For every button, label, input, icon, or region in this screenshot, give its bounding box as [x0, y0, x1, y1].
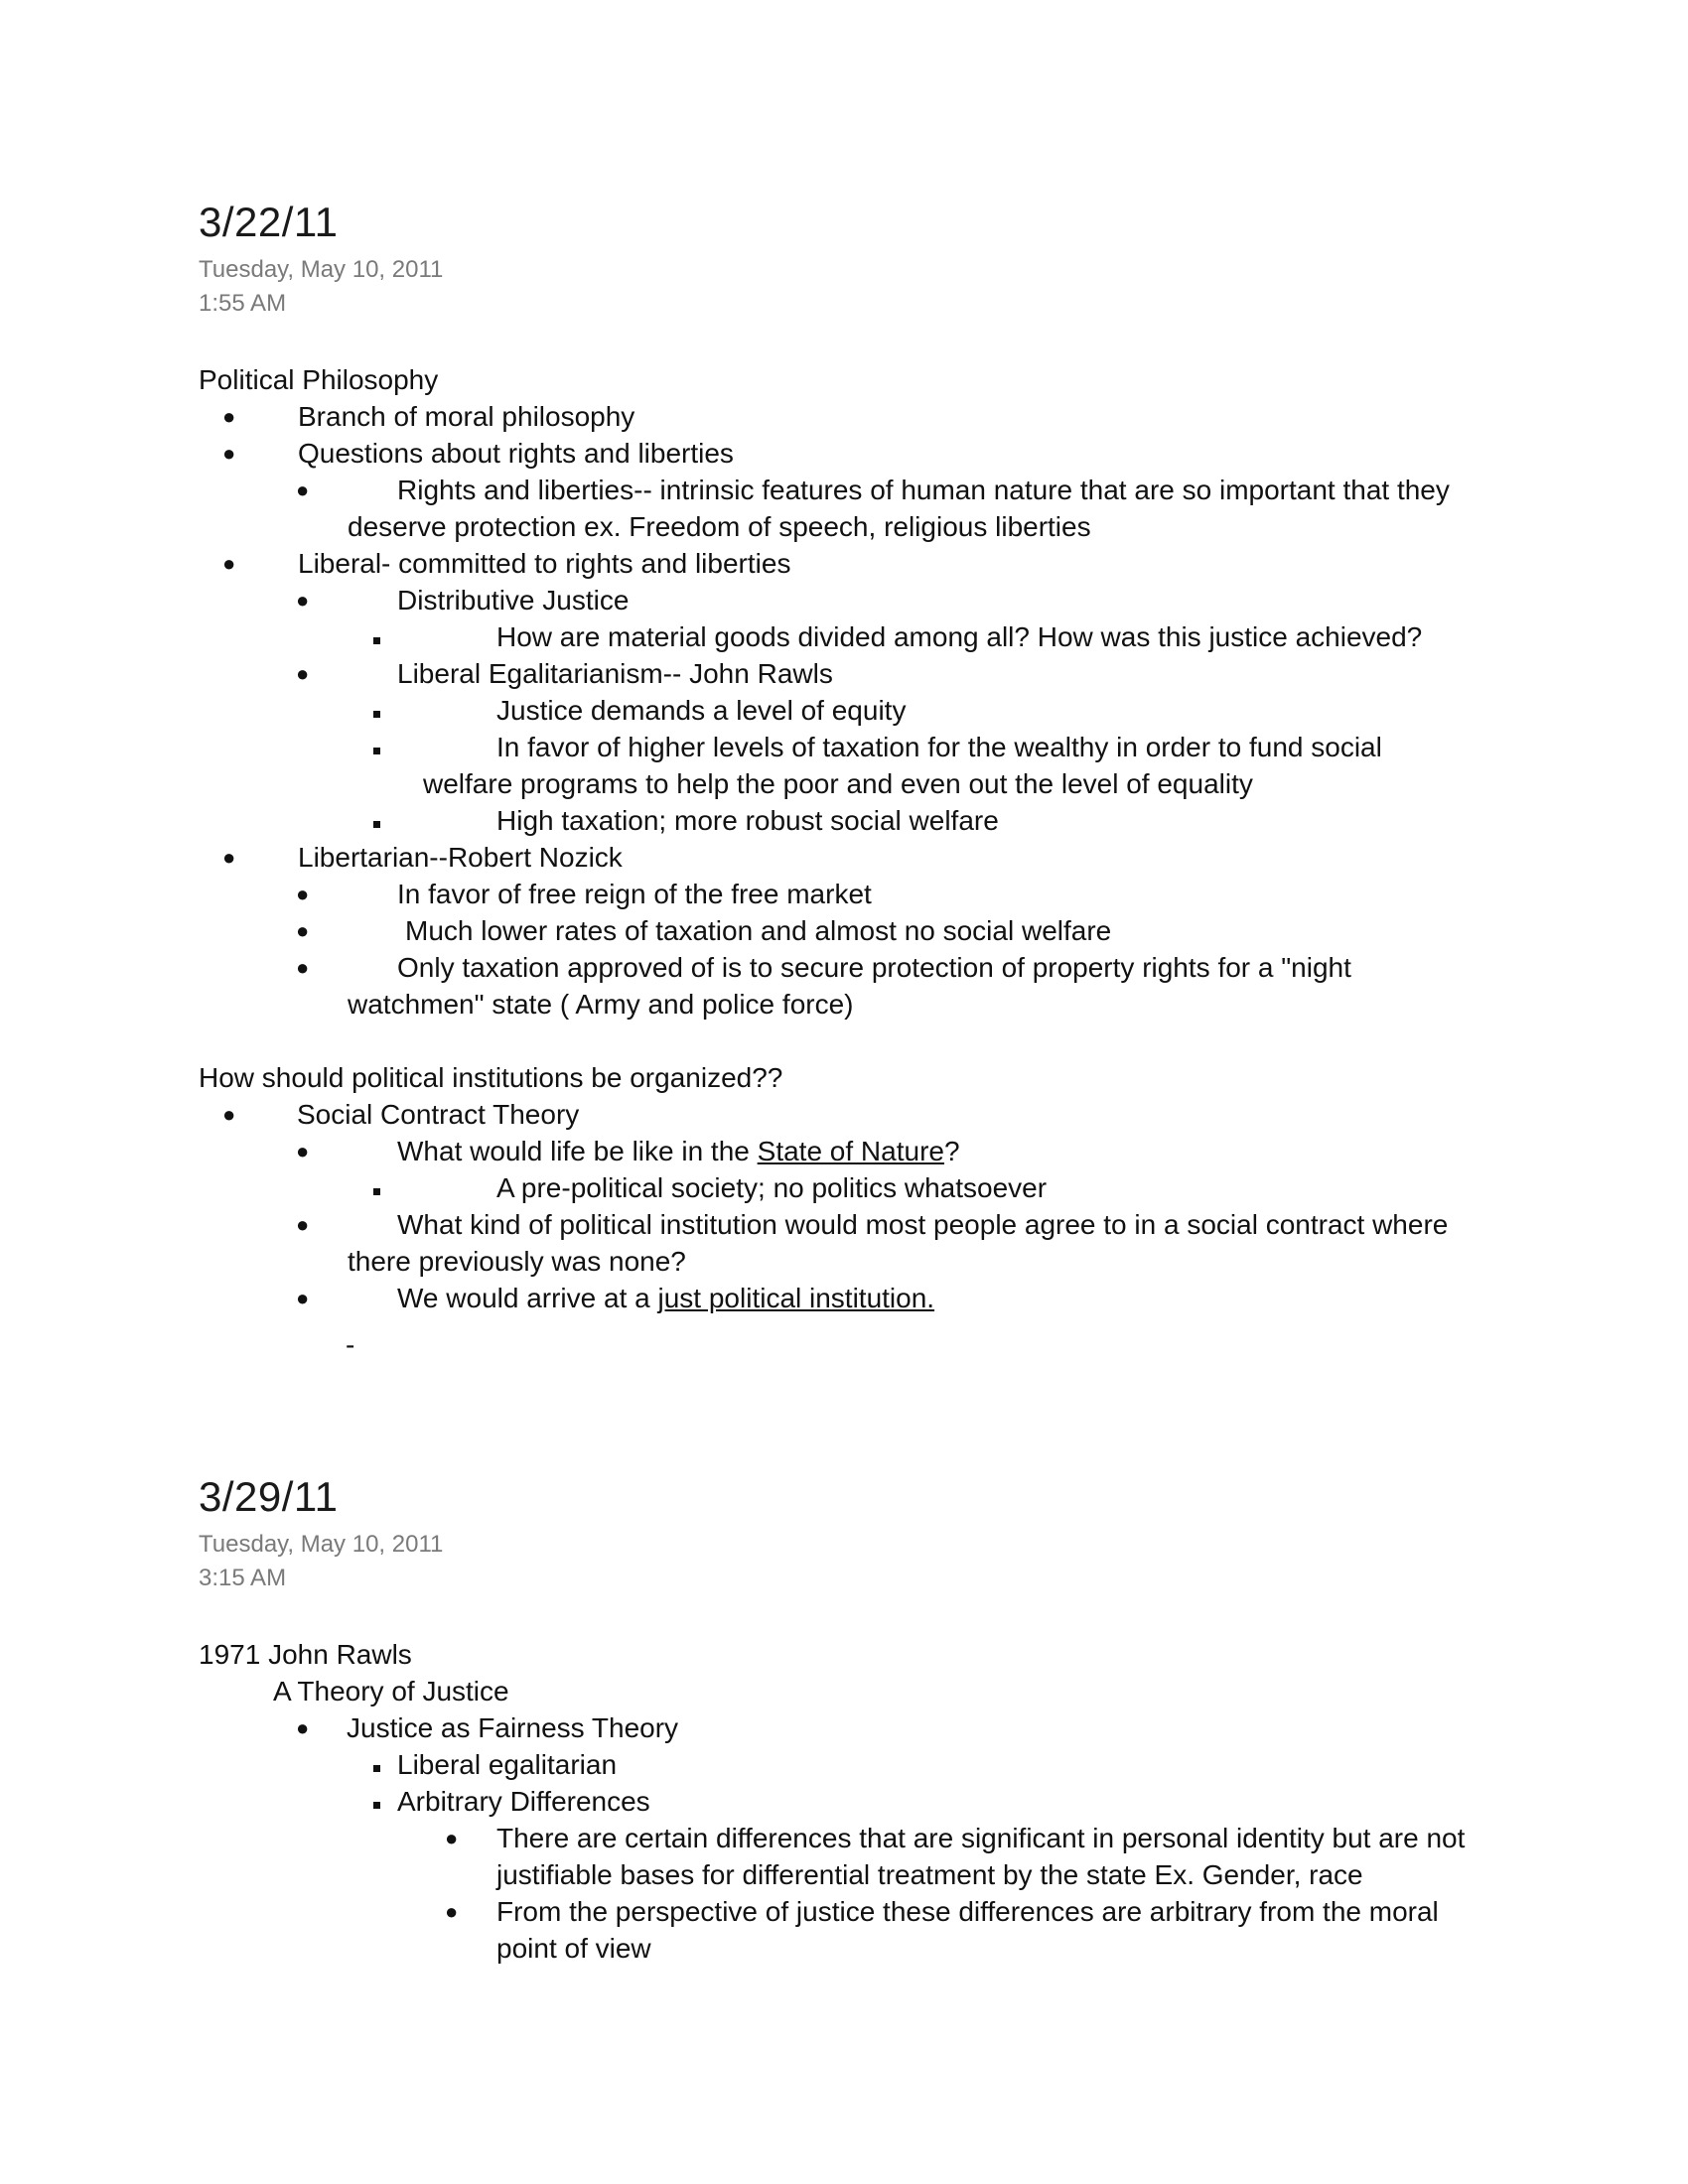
list-item: Libertarian--Robert Nozick [298, 842, 623, 873]
list-item: In favor of free reign of the free market [397, 879, 872, 909]
note-title: 3/29/11 [199, 1473, 339, 1520]
note-date: Tuesday, May 10, 2011 [199, 1531, 444, 1558]
list-item: What would life be like in the State of Nature? [397, 1136, 960, 1166]
square-bullet [373, 821, 380, 828]
bullet-dot: ● [296, 1139, 310, 1163]
list-item: Rights and liberties-- intrinsic features of human nature that are so important that they [397, 475, 1450, 505]
note-time: 3:15 AM [199, 1565, 287, 1591]
list-item: In favor of higher levels of taxation for the wealthy in order to fund social [496, 732, 1382, 762]
list-item: Distributive Justice [397, 585, 630, 615]
list-item-continuation: deserve protection ex. Freedom of speech, religious liberties [348, 511, 1091, 542]
bullet-dot: ● [296, 1715, 310, 1740]
list-item: From the perspective of justice these differences are arbitrary from the moral [496, 1896, 1439, 1927]
bullet-dot: ● [296, 661, 310, 686]
list-item: Branch of moral philosophy [298, 401, 635, 432]
list-item: Liberal- committed to rights and liberties [298, 548, 791, 579]
note-date: Tuesday, May 10, 2011 [199, 256, 444, 283]
list-item: Justice as Fairness Theory [347, 1712, 679, 1743]
bullet-dot: ● [445, 1826, 459, 1850]
bullet-dot: ● [445, 1899, 459, 1924]
list-item-continuation: point of view [496, 1933, 651, 1964]
square-bullet [373, 1188, 380, 1195]
note-time: 1:55 AM [199, 290, 287, 317]
square-bullet [373, 748, 380, 754]
list-item-continuation: there previously was none? [348, 1246, 686, 1277]
bullet-dot: ● [296, 588, 310, 613]
note-title: 3/22/11 [199, 199, 339, 245]
list-item: Only taxation approved of is to secure protection of property rights for a "night [397, 952, 1351, 983]
list-item: There are certain differences that are significant in personal identity but are not [496, 1823, 1466, 1853]
bullet-dot: ● [296, 1212, 310, 1237]
bullet-dot: ● [222, 1102, 236, 1127]
list-item: High taxation; more robust social welfare [496, 805, 999, 836]
bullet-dot: ● [296, 478, 310, 502]
list-item-continuation: justifiable bases for differential treatment by the state Ex. Gender, race [496, 1859, 1363, 1890]
list-item: A pre-political society; no politics whatsoever [496, 1172, 1048, 1203]
section-heading: Political Philosophy [199, 364, 439, 395]
list-item: Arbitrary Differences [397, 1786, 650, 1817]
square-bullet [373, 1765, 380, 1772]
bullet-dot: ● [222, 441, 236, 466]
list-item: Questions about rights and liberties [298, 438, 734, 469]
bullet-dot: ● [222, 404, 236, 429]
square-bullet [373, 1802, 380, 1809]
underlined-term: just political institution. [657, 1283, 935, 1313]
list-item: Social Contract Theory [297, 1099, 580, 1130]
list-item: Much lower rates of taxation and almost no social welfare [405, 915, 1112, 946]
list-item: How are material goods divided among all? How was this justice achieved? [496, 621, 1423, 652]
square-bullet [373, 637, 380, 644]
list-item: Liberal Egalitarianism-- John Rawls [397, 658, 833, 689]
section-heading: 1971 John Rawls [199, 1639, 412, 1670]
bullet-dot: ● [222, 551, 236, 576]
list-item: We would arrive at a just political institution. [397, 1283, 935, 1313]
bullet-dot: ● [296, 918, 310, 943]
list-item-continuation: welfare programs to help the poor and even out the level of equality [423, 768, 1253, 799]
list-item-continuation: watchmen" state ( Army and police force) [348, 989, 854, 1020]
bullet-dot: ● [222, 845, 236, 870]
list-item: Justice demands a level of equity [496, 695, 907, 726]
bullet-dot: ● [296, 955, 310, 980]
sub-heading: A Theory of Justice [273, 1676, 509, 1706]
bullet-dot: ● [296, 882, 310, 906]
square-bullet [373, 711, 380, 718]
list-item: Liberal egalitarian [397, 1749, 618, 1780]
underlined-term: State of Nature [757, 1136, 944, 1166]
bullet-dot: ● [296, 1286, 310, 1310]
list-item: What kind of political institution would most people agree to in a social contract where [397, 1209, 1449, 1240]
section-heading: How should political institutions be organized?? [199, 1062, 783, 1093]
dash-mark: - [346, 1329, 355, 1360]
